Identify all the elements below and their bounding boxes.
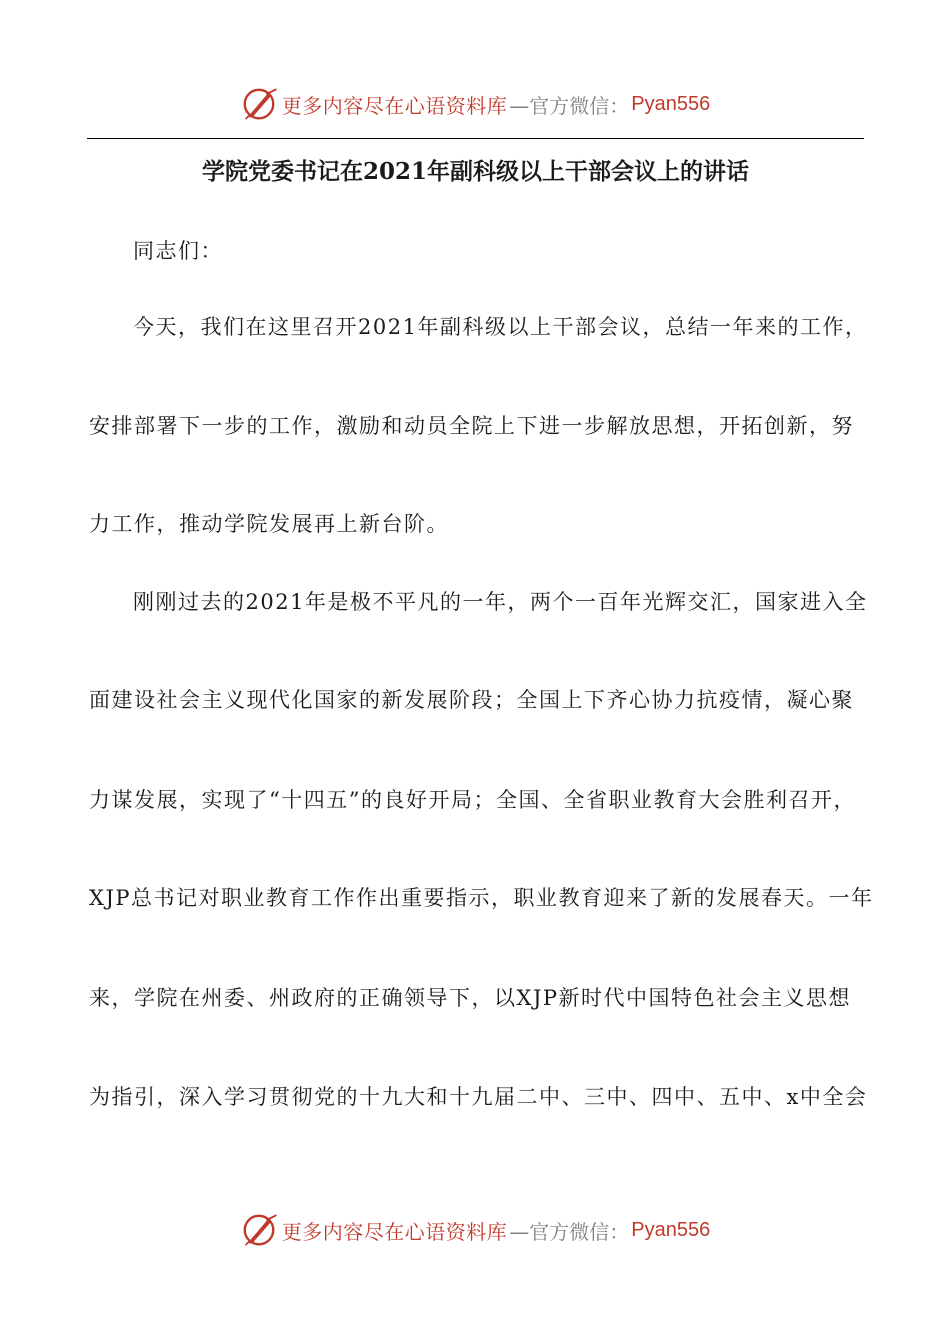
body-line: 今天，我们在这里召开2021年副科级以上干部会议，总结一年来的工作， bbox=[133, 315, 868, 339]
quill-logo-icon bbox=[240, 85, 278, 123]
watermark-text: 更多内容尽在心语资料库 bbox=[281, 93, 508, 118]
salutation: 同志们： bbox=[133, 239, 223, 263]
body-line: XJP总书记对职业教育工作作出重要指示，职业教育迎来了新的发展春天。一年 bbox=[89, 886, 874, 910]
body-line: 面建设社会主义现代化国家的新发展阶段；全国上下齐心协力抗疫情，凝心聚 bbox=[89, 688, 854, 712]
body-line: 刚刚过去的2021年是极不平凡的一年，两个一百年光辉交汇，国家进入全 bbox=[133, 590, 868, 614]
quill-logo-icon bbox=[240, 1211, 278, 1249]
document-title: 学院党委书记在2021年副科级以上干部会议上的讲话 bbox=[201, 158, 749, 185]
body-line: 来，学院在州委、州政府的正确领导下，以XJP新时代中国特色社会主义思想 bbox=[89, 986, 851, 1010]
watermark-wechat-id: Pyan556 bbox=[631, 92, 711, 115]
body-line: 力谋发展，实现了“十四五”的良好开局；全国、全省职业教育大会胜利召开， bbox=[89, 788, 856, 812]
footer-watermark bbox=[0, 1208, 950, 1252]
body-line: 安排部署下一步的工作，激励和动员全院上下进一步解放思想，开拓创新，努 bbox=[89, 414, 854, 438]
header-rule bbox=[87, 138, 864, 139]
watermark-wechat-id: Pyan556 bbox=[631, 1218, 711, 1241]
body-line: 力工作，推动学院发展再上新台阶。 bbox=[89, 512, 449, 536]
watermark-separator: —官方微信： bbox=[509, 93, 630, 118]
body-line: 为指引，深入学习贯彻党的十九大和十九届二中、三中、四中、五中、x中全会 bbox=[89, 1085, 868, 1109]
header-watermark bbox=[0, 82, 950, 126]
watermark-text: 更多内容尽在心语资料库 bbox=[281, 1219, 508, 1244]
watermark-separator: —官方微信： bbox=[509, 1219, 630, 1244]
